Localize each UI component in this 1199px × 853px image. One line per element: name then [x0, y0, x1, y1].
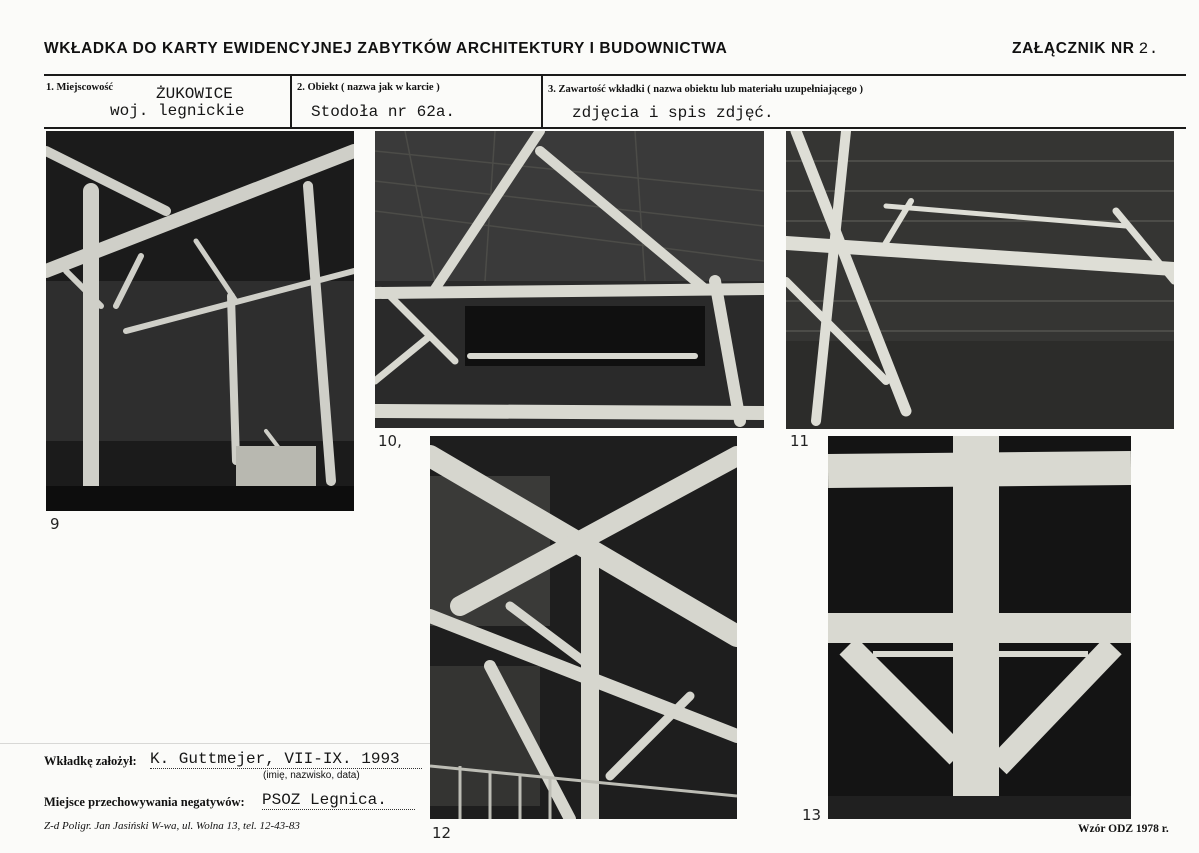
field-divider-1: [290, 74, 292, 128]
created-label: Wkładkę założył:: [44, 754, 137, 768]
photo-10: [375, 131, 764, 428]
photo-12-image: [430, 436, 737, 819]
photo-9-number: 9: [50, 515, 60, 533]
photo-9: [46, 131, 354, 511]
header-top-rule: [44, 74, 1186, 76]
object-label: 2. Obiekt ( nazwa jak w karcie ): [297, 82, 440, 93]
photo-12: [430, 436, 737, 819]
photo-10-number: 10,: [378, 432, 402, 450]
place-value-town: ŻUKOWICE: [156, 85, 233, 103]
photo-10-image: [375, 131, 764, 428]
place-label: 1. Miejscowość: [46, 82, 114, 93]
created-caption: (imię, nazwisko, data): [263, 770, 360, 781]
photo-11-number: 11: [790, 432, 810, 450]
place-value-province: woj. legnickie: [110, 102, 245, 120]
photo-13-image: [828, 436, 1131, 819]
created-value: K. Guttmejer, VII-IX. 1993: [150, 750, 422, 769]
form-title: WKŁADKA DO KARTY EWIDENCYJNEJ ZABYTKÓW ARCHITEKTURY I BUDOWNICTWA: [44, 40, 728, 57]
annex-label: [1012, 40, 1159, 58]
form-version: Wzór ODZ 1978 r.: [1078, 823, 1169, 835]
annex-number: 2.: [1138, 40, 1159, 58]
field-divider-2: [541, 74, 543, 128]
photo-12-number: 12: [432, 824, 452, 842]
object-value: Stodoła nr 62a.: [311, 103, 456, 121]
footer-separator: [0, 743, 430, 744]
photo-13: [828, 436, 1131, 819]
annex-label-text: ZAŁĄCZNIK NR: [1012, 40, 1135, 57]
header-bottom-rule: [44, 127, 1186, 129]
printer-info: Z-d Poligr. Jan Jasiński W-wa, ul. Wolna 13, tel. 12-43-83: [44, 820, 300, 832]
negatives-label: Miejsce przechowywania negatywów:: [44, 795, 245, 809]
content-value: zdjęcia i spis zdjęć.: [572, 104, 774, 122]
photo-11: [786, 131, 1174, 429]
negatives-value: PSOZ Legnica.: [262, 791, 415, 810]
photo-13-number: 13: [802, 806, 822, 824]
photo-9-image: [46, 131, 354, 511]
photo-11-image: [786, 131, 1174, 429]
content-label: 3. Zawartość wkładki ( nazwa obiektu lub materiału uzupełniającego ): [548, 84, 864, 95]
